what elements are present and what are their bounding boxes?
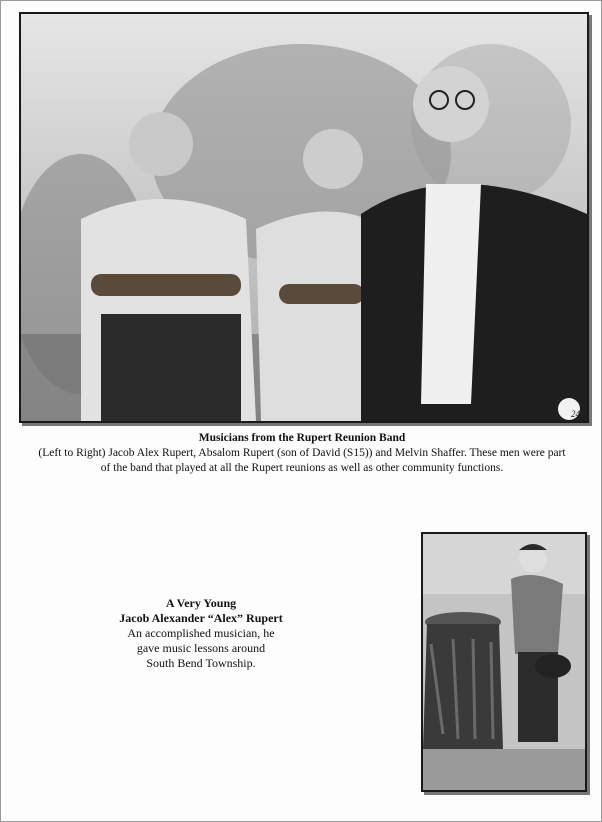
caption-line-2: of the band that played at all the Rupert reunions as well as other community functions.: [100, 462, 504, 474]
band-photo-image: [21, 14, 587, 421]
young-line-2: gave music lessons around: [136, 641, 266, 655]
young-line-3: South Bend Township.: [146, 656, 256, 670]
young-alex-photo: [421, 532, 587, 792]
young-heading-2: Jacob Alexander “Alex” Rupert: [119, 611, 283, 625]
young-alex-text: [101, 596, 301, 671]
band-photo: [19, 12, 589, 423]
caption-title: Musicians from the Rupert Reunion Band: [198, 432, 406, 444]
page-mark: 24: [571, 409, 580, 419]
young-line-1: An accomplished musician, he: [127, 626, 275, 640]
young-alex-photo-image: [423, 534, 585, 790]
young-heading-1: A Very Young: [165, 596, 237, 610]
caption-line-1: (Left to Right) Jacob Alex Rupert, Absalom Rupert (son of David (S15)) and Melvin Shaffer. These men were part: [38, 447, 566, 459]
band-caption: [15, 431, 589, 476]
